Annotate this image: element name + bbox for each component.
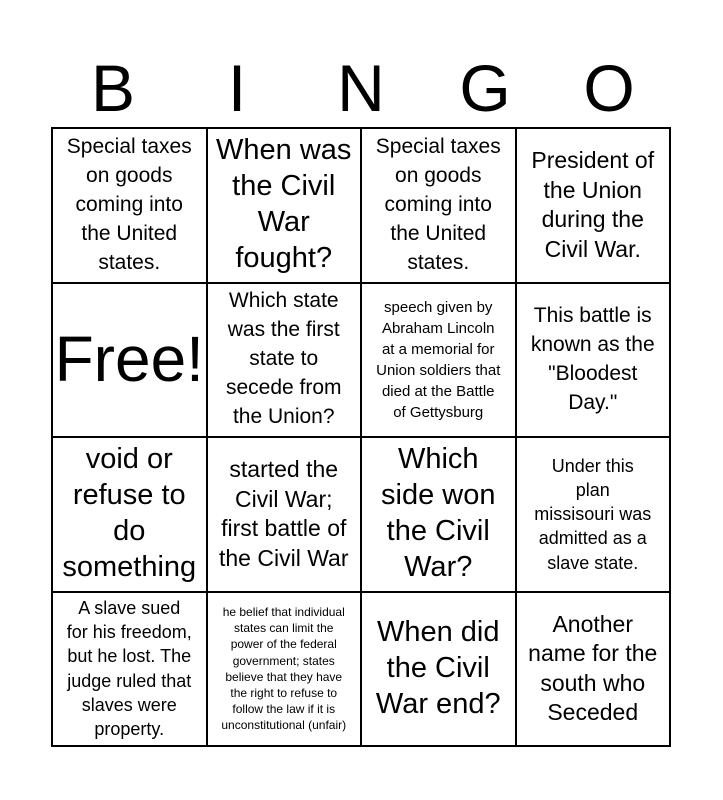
header-letter-o: O [583, 51, 635, 125]
bingo-cell-r2c3[interactable] [361, 283, 516, 438]
cell-text: Another name for the south who Seceded [528, 610, 658, 726]
bingo-cell-r3c1[interactable] [52, 437, 207, 592]
header-letter-b: B [90, 51, 136, 125]
cell-text: When did the Civil War end? [375, 615, 501, 720]
cell-text: started the Civil War; first battle of the Civil War [219, 456, 349, 571]
bingo-cell-r3c3[interactable] [361, 437, 516, 592]
bingo-cell-r4c1[interactable] [52, 592, 207, 747]
cell-text: he belief that individual states can limit the power of the federal government; states believe that they have the right to refuse to follow the law if it is unconstitutional (unfair) [221, 605, 347, 733]
header-letter-i: I [227, 51, 247, 125]
bingo-cell-r3c4[interactable] [516, 437, 671, 592]
bingo-cell-r2c2[interactable] [207, 283, 362, 438]
cell-text: Special taxes on goods coming into the United states. [375, 134, 501, 274]
bingo-cell-r4c2[interactable] [207, 592, 362, 747]
cell-text: Under this plan missisouri was admitted as a slave state. [534, 455, 652, 573]
bingo-cell-r1c3[interactable] [361, 128, 516, 283]
bingo-cell-free[interactable] [52, 283, 207, 438]
bingo-cell-r4c3[interactable] [361, 592, 516, 747]
header-letter-g: G [459, 51, 511, 125]
bingo-cell-r3c2[interactable] [207, 437, 362, 592]
bingo-board [51, 127, 671, 747]
cell-text: Special taxes on goods coming into the United states. [66, 134, 192, 274]
cell-text: This battle is known as the "Bloodest Day." [530, 303, 655, 414]
cell-text: speech given by Abraham Lincoln at a memorial for Union soldiers that died at the Battle of Gettysburg [376, 298, 501, 421]
cell-text: Which side won the Civil War? [381, 443, 496, 584]
cell-text: Free! [54, 323, 204, 396]
cell-text: void or refuse to do something [62, 443, 197, 584]
bingo-header [51, 50, 671, 126]
bingo-cell-r1c1[interactable] [52, 128, 207, 283]
bingo-cell-r1c2[interactable] [207, 128, 362, 283]
cell-text: President of the Union during the Civil War. [531, 147, 655, 262]
cell-text: A slave sued for his freedom, but he lost. The judge ruled that slaves were property. [66, 597, 192, 740]
bingo-cell-r2c4[interactable] [516, 283, 671, 438]
bingo-cell-r1c4[interactable] [516, 128, 671, 283]
cell-text: Which state was the first state to secede from the Union? [225, 289, 342, 429]
bingo-cell-r4c4[interactable] [516, 592, 671, 747]
cell-text: When was the Civil War fought? [216, 134, 352, 275]
header-letter-n: N [337, 51, 385, 125]
